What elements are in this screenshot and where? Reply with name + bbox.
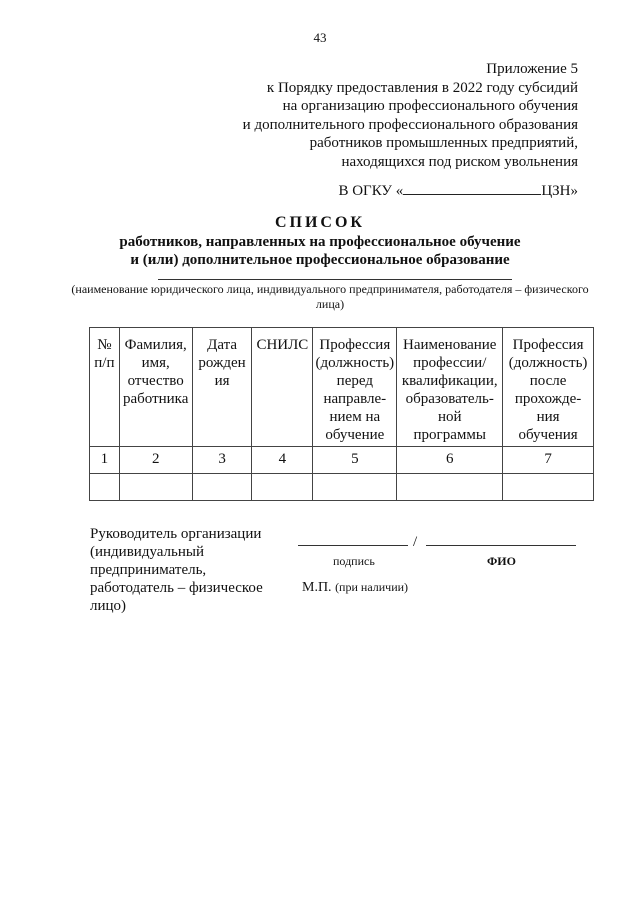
appendix-header (178, 60, 578, 171)
header-cell-profession-after: Профессия (должность) после прохожде- ния обучения (503, 328, 594, 447)
subtitle-line: работников, направленных на профессиональное обучение (119, 234, 521, 250)
column-number-cell: 1 (90, 447, 120, 474)
column-number-cell: 4 (252, 447, 313, 474)
addressee-blank[interactable] (403, 180, 541, 195)
employees-table (89, 327, 594, 501)
document-title: СПИСОК (274, 214, 366, 231)
table-cell[interactable] (503, 474, 594, 501)
appendix-line: Приложение 5 (486, 61, 578, 77)
table-cell[interactable] (119, 474, 192, 501)
column-number-cell: 5 (313, 447, 397, 474)
addressee-suffix: ЦЗН» (541, 183, 578, 199)
appendix-line: находящихся под риском увольнения (341, 153, 578, 170)
appendix-line: к Порядку предоставления в 2022 году субсидий (266, 79, 578, 96)
table-cell[interactable] (90, 474, 120, 501)
stamp-label: М.П. (302, 580, 332, 595)
header-cell-profession-before: Профессия (должность) перед направле- нием на обучение (313, 328, 397, 447)
stamp-note: (при наличии) (335, 580, 409, 594)
header-cell-birth-date: Дата рожден ия (192, 328, 252, 447)
signature-caption: подпись (333, 554, 375, 568)
fio-line[interactable] (426, 545, 576, 546)
table-cell[interactable] (313, 474, 397, 501)
table-cell[interactable] (252, 474, 313, 501)
column-number-cell: 3 (192, 447, 252, 474)
table-cell[interactable] (397, 474, 503, 501)
page-number: 43 (313, 30, 327, 45)
fio-caption: ФИО (487, 554, 516, 568)
appendix-line: работников промышленных предприятий, (309, 135, 578, 151)
addressee-line (338, 180, 578, 200)
column-number-cell: 2 (119, 447, 192, 474)
document-subtitle (0, 233, 640, 269)
header-cell-number: № п/п (90, 328, 120, 447)
appendix-line: и дополнительного профессионального образования (242, 116, 578, 133)
column-number-cell: 7 (503, 447, 594, 474)
column-number-cell: 6 (397, 447, 503, 474)
table-header-row (90, 328, 594, 447)
addressee-prefix: В ОГКУ « (338, 183, 404, 199)
header-cell-snils: СНИЛС (252, 328, 313, 447)
stamp-placeholder (302, 580, 408, 596)
signature-line[interactable] (298, 545, 408, 546)
table-number-row (90, 447, 594, 474)
head-of-organization-label: Руководитель организации (индивидуальный предприниматель, работодатель – физическое лицо) (90, 526, 263, 614)
header-cell-program-name: Наименование профессии/ квалификации, образователь- ной программы (397, 328, 503, 447)
header-cell-full-name: Фамилия, имя, отчество работника (119, 328, 192, 447)
organization-caption: (наименование юридического лица, индивидуального предпринимателя, работодателя – физического лица) (71, 282, 589, 311)
appendix-line: на организацию профессионального обучения (282, 98, 578, 114)
signature-separator: / (413, 534, 418, 550)
subtitle-line: и (или) дополнительное профессиональное образование (130, 252, 510, 268)
table-row (90, 474, 594, 501)
table-cell[interactable] (192, 474, 252, 501)
organization-blank-line[interactable] (158, 279, 512, 280)
